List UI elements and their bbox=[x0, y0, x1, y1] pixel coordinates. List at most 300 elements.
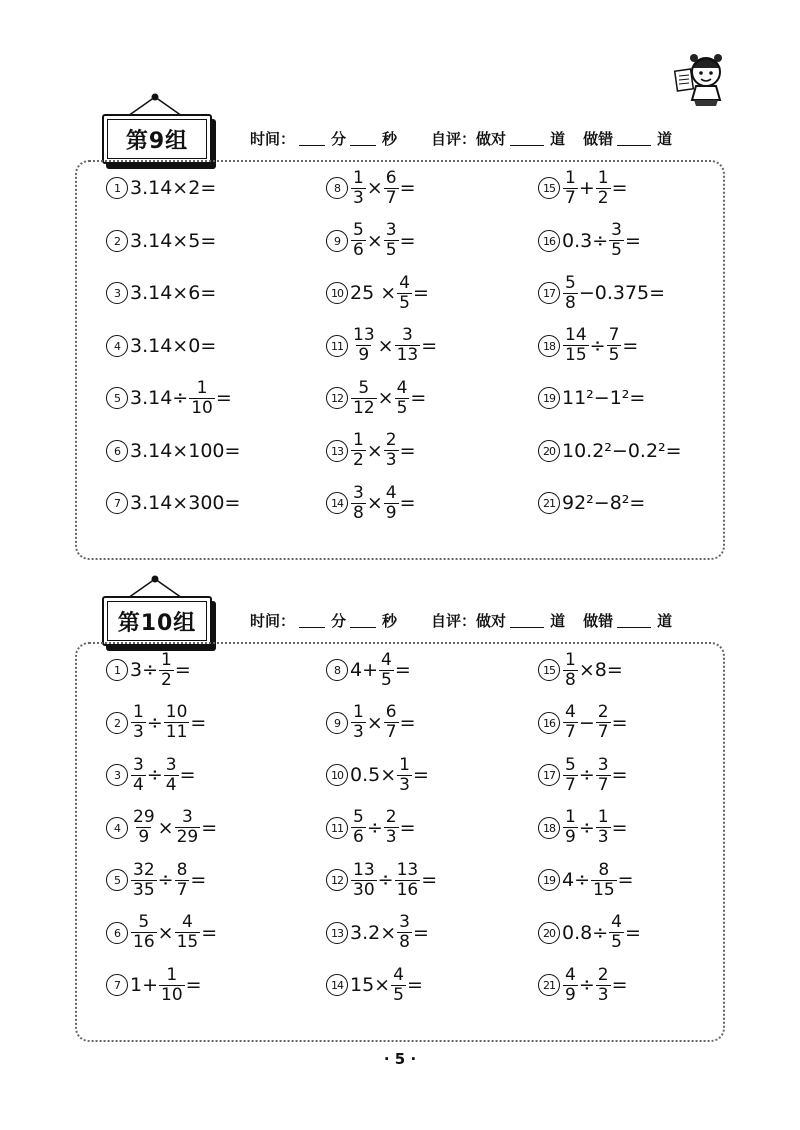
problem-item bbox=[106, 697, 206, 749]
fraction bbox=[351, 808, 366, 847]
problem-item bbox=[106, 802, 217, 854]
problem-expression bbox=[130, 177, 216, 199]
questions-label: 道 bbox=[657, 612, 673, 630]
problem-number: 19 bbox=[538, 387, 560, 409]
fraction bbox=[591, 861, 617, 900]
fraction bbox=[596, 808, 611, 847]
expression-text: ÷ bbox=[578, 816, 595, 839]
problem-expression bbox=[562, 221, 641, 260]
expression-text: − bbox=[578, 711, 595, 734]
wrong-label: 做错 bbox=[583, 130, 614, 148]
denominator: 4 bbox=[133, 774, 144, 795]
numerator: 3 bbox=[181, 807, 193, 827]
problem-item bbox=[326, 644, 411, 696]
problem-item bbox=[538, 425, 682, 477]
expression-text: × bbox=[366, 229, 383, 252]
problem-number: 16 bbox=[538, 712, 560, 734]
denominator: 5 bbox=[611, 932, 622, 952]
problem-number: 6 bbox=[106, 440, 128, 462]
seconds-label: 秒 bbox=[382, 130, 398, 148]
fraction bbox=[596, 966, 611, 1005]
numerator: 5 bbox=[565, 272, 576, 293]
denominator: 30 bbox=[353, 879, 375, 900]
numerator: 13 bbox=[396, 859, 419, 880]
problem-number: 3 bbox=[106, 764, 128, 786]
problem-number: 5 bbox=[106, 387, 128, 409]
numerator: 7 bbox=[608, 325, 620, 345]
numerator: 2 bbox=[597, 702, 609, 722]
problem-expression bbox=[130, 861, 206, 900]
denominator: 3 bbox=[353, 722, 364, 742]
wrong-count-blank bbox=[617, 613, 651, 628]
expression-text: = bbox=[399, 229, 416, 252]
numerator: 3 bbox=[165, 754, 177, 775]
expression-text: 0.5× bbox=[350, 764, 397, 786]
fraction bbox=[563, 169, 578, 208]
denominator: 10 bbox=[191, 397, 213, 418]
fraction bbox=[351, 703, 366, 742]
fraction bbox=[351, 169, 366, 208]
problem-number: 13 bbox=[326, 922, 348, 944]
problem-expression bbox=[130, 966, 202, 1005]
wrong-label: 做错 bbox=[583, 612, 614, 630]
problem-number: 4 bbox=[106, 335, 128, 357]
problem-item bbox=[326, 802, 416, 854]
numerator: 4 bbox=[565, 964, 576, 985]
problem-item bbox=[326, 162, 416, 214]
problem-item bbox=[106, 372, 232, 424]
denominator: 3 bbox=[353, 187, 364, 208]
expression-text: 15× bbox=[350, 974, 391, 996]
problem-number: 11 bbox=[326, 817, 348, 839]
denominator: 8 bbox=[399, 932, 410, 952]
problem-expression bbox=[350, 274, 429, 313]
numerator: 3 bbox=[597, 754, 609, 775]
denominator: 16 bbox=[133, 932, 155, 952]
expression-text: 3.14×6= bbox=[130, 282, 217, 304]
problem-number: 1 bbox=[106, 659, 128, 681]
numerator: 4 bbox=[611, 912, 622, 932]
fraction bbox=[164, 703, 190, 742]
problem-item bbox=[538, 372, 645, 424]
fraction bbox=[175, 913, 201, 952]
minutes-blank bbox=[299, 131, 325, 146]
denominator: 5 bbox=[396, 397, 408, 418]
denominator: 29 bbox=[176, 827, 199, 847]
fraction bbox=[351, 484, 366, 523]
problem-expression bbox=[130, 335, 216, 357]
numerator: 4 bbox=[399, 272, 410, 293]
problem-number: 20 bbox=[538, 922, 560, 944]
problem-number: 6 bbox=[106, 922, 128, 944]
problem-expression bbox=[562, 966, 628, 1005]
problem-item bbox=[106, 267, 216, 319]
fraction bbox=[563, 756, 578, 795]
problem-number: 9 bbox=[326, 712, 348, 734]
fraction bbox=[563, 808, 578, 847]
numerator: 5 bbox=[138, 912, 150, 932]
group-title: 第9组 bbox=[107, 119, 207, 159]
expression-text: = bbox=[215, 387, 232, 409]
questions-label: 道 bbox=[550, 130, 566, 148]
problem-expression bbox=[562, 169, 628, 208]
eval-correct-label: 自评：做对 bbox=[431, 130, 507, 148]
fraction bbox=[395, 379, 410, 418]
expression-text: ÷ bbox=[146, 764, 163, 786]
expression-text: = bbox=[174, 659, 191, 681]
problem-expression bbox=[350, 326, 437, 365]
denominator: 10 bbox=[161, 984, 183, 1005]
numerator: 3 bbox=[133, 754, 144, 775]
fraction bbox=[563, 966, 578, 1005]
expression-text: 92²−8²= bbox=[562, 492, 646, 514]
numerator: 2 bbox=[385, 430, 397, 450]
problem-number: 4 bbox=[106, 817, 128, 839]
problem-expression bbox=[130, 651, 191, 690]
denominator: 9 bbox=[565, 827, 576, 847]
denominator: 15 bbox=[565, 345, 587, 365]
numerator: 6 bbox=[385, 702, 397, 722]
denominator: 9 bbox=[358, 345, 370, 365]
problem-item bbox=[106, 749, 196, 801]
self-evaluation-row bbox=[250, 128, 672, 149]
hanger-nail-icon bbox=[120, 92, 190, 116]
expression-text: = bbox=[201, 816, 218, 839]
problem-expression bbox=[130, 440, 240, 462]
expression-text: 3.14×5= bbox=[130, 229, 217, 252]
denominator: 3 bbox=[597, 827, 609, 847]
expression-text: ÷ bbox=[578, 974, 595, 996]
fraction bbox=[164, 756, 179, 795]
problem-expression bbox=[350, 861, 437, 900]
problem-expression bbox=[130, 492, 240, 514]
numerator: 1 bbox=[597, 167, 609, 188]
expression-text: = bbox=[611, 974, 628, 996]
numerator: 32 bbox=[133, 859, 155, 880]
problem-expression bbox=[350, 651, 411, 690]
numerator: 1 bbox=[565, 649, 576, 670]
expression-text: = bbox=[624, 921, 641, 944]
numerator: 8 bbox=[598, 859, 610, 880]
problem-number: 7 bbox=[106, 974, 128, 996]
problem-item bbox=[538, 267, 665, 319]
problem-expression bbox=[130, 282, 216, 304]
problem-number: 10 bbox=[326, 764, 348, 786]
problem-expression bbox=[130, 808, 217, 847]
problem-expression bbox=[350, 966, 423, 1005]
denominator: 3 bbox=[399, 774, 410, 795]
denominator: 9 bbox=[385, 502, 397, 523]
expression-text: + bbox=[578, 177, 595, 199]
problem-expression bbox=[562, 274, 665, 313]
denominator: 8 bbox=[565, 669, 576, 690]
expression-text: × bbox=[377, 387, 394, 409]
numerator: 5 bbox=[565, 754, 576, 775]
fraction bbox=[563, 703, 578, 742]
fraction bbox=[131, 703, 146, 742]
problem-number: 21 bbox=[538, 974, 560, 996]
expression-text: = bbox=[611, 711, 628, 734]
fraction bbox=[159, 651, 174, 690]
expression-text: = bbox=[421, 869, 438, 891]
expression-text: × bbox=[157, 921, 174, 944]
expression-text: = bbox=[412, 282, 429, 304]
expression-text: = bbox=[624, 229, 641, 252]
expression-text: × bbox=[157, 816, 174, 839]
minutes-label: 分 bbox=[331, 612, 347, 630]
problem-item bbox=[106, 215, 216, 267]
fraction bbox=[351, 861, 377, 900]
fraction bbox=[131, 756, 146, 795]
denominator: 5 bbox=[381, 669, 392, 690]
fraction bbox=[609, 221, 624, 260]
fraction bbox=[351, 326, 377, 365]
expression-text: = bbox=[399, 439, 416, 462]
fraction bbox=[351, 379, 377, 418]
problem-number: 14 bbox=[326, 492, 348, 514]
fraction bbox=[384, 431, 399, 470]
problem-expression bbox=[562, 440, 682, 462]
fraction bbox=[397, 274, 412, 313]
problem-item bbox=[326, 267, 429, 319]
correct-count-blank bbox=[510, 131, 544, 146]
problem-item bbox=[326, 959, 423, 1011]
fraction bbox=[384, 221, 399, 260]
expression-text: = bbox=[185, 974, 202, 996]
expression-text: × bbox=[366, 492, 383, 514]
problem-expression bbox=[130, 756, 196, 795]
expression-text: 3.2× bbox=[350, 921, 397, 944]
problem-item bbox=[106, 854, 206, 906]
fraction bbox=[131, 808, 157, 847]
denominator: 16 bbox=[396, 879, 419, 900]
numerator: 13 bbox=[353, 325, 375, 345]
numerator: 1 bbox=[133, 702, 144, 722]
fraction bbox=[563, 651, 578, 690]
expression-text: = bbox=[179, 764, 196, 786]
denominator: 5 bbox=[399, 292, 410, 313]
problem-expression bbox=[562, 756, 628, 795]
seconds-label: 秒 bbox=[382, 612, 398, 630]
denominator: 9 bbox=[138, 827, 150, 847]
denominator: 2 bbox=[353, 450, 364, 470]
problem-item bbox=[106, 644, 191, 696]
expression-text: ×8= bbox=[578, 659, 623, 681]
problem-item bbox=[106, 959, 202, 1011]
fraction bbox=[397, 913, 412, 952]
denominator: 2 bbox=[597, 187, 609, 208]
problem-number: 8 bbox=[326, 659, 348, 681]
denominator: 12 bbox=[353, 397, 375, 418]
denominator: 2 bbox=[161, 669, 172, 690]
problem-number: 17 bbox=[538, 282, 560, 304]
denominator: 11 bbox=[165, 722, 188, 742]
problem-number: 5 bbox=[106, 869, 128, 891]
fraction bbox=[395, 861, 421, 900]
expression-text: 3.14×300= bbox=[130, 492, 241, 514]
denominator: 8 bbox=[565, 292, 576, 313]
page-number: · 5 · bbox=[383, 1050, 417, 1068]
problem-expression bbox=[350, 484, 416, 523]
expression-text: = bbox=[622, 334, 639, 357]
problem-number: 12 bbox=[326, 869, 348, 891]
questions-label: 道 bbox=[657, 130, 673, 148]
fraction bbox=[351, 221, 366, 260]
problem-number: 12 bbox=[326, 387, 348, 409]
problem-number: 9 bbox=[326, 230, 348, 252]
fraction bbox=[596, 169, 611, 208]
problem-expression bbox=[130, 703, 206, 742]
fraction bbox=[159, 966, 185, 1005]
expression-text: = bbox=[399, 816, 416, 839]
expression-text: = bbox=[394, 659, 411, 681]
denominator: 13 bbox=[396, 345, 419, 365]
denominator: 7 bbox=[597, 722, 609, 742]
problem-item bbox=[326, 907, 429, 959]
problem-number: 1 bbox=[106, 177, 128, 199]
fraction bbox=[384, 169, 399, 208]
denominator: 7 bbox=[597, 774, 609, 795]
problem-number: 2 bbox=[106, 712, 128, 734]
problem-item bbox=[326, 477, 416, 529]
problem-number: 10 bbox=[326, 282, 348, 304]
fraction bbox=[189, 379, 215, 418]
numerator: 1 bbox=[353, 167, 364, 188]
denominator: 15 bbox=[593, 879, 615, 900]
problem-item bbox=[106, 320, 216, 372]
fraction bbox=[391, 966, 406, 1005]
problem-item bbox=[326, 697, 416, 749]
expression-text: 0.3÷ bbox=[562, 229, 609, 252]
expression-text: ÷ bbox=[146, 711, 163, 734]
fraction bbox=[131, 861, 157, 900]
problem-item bbox=[326, 372, 426, 424]
seconds-blank bbox=[350, 613, 376, 628]
problem-number: 11 bbox=[326, 335, 348, 357]
numerator: 14 bbox=[565, 325, 587, 345]
problem-item bbox=[326, 425, 416, 477]
numerator: 1 bbox=[353, 430, 364, 450]
denominator: 3 bbox=[597, 984, 609, 1005]
problem-item bbox=[106, 907, 217, 959]
expression-text: 0.8÷ bbox=[562, 921, 609, 944]
expression-text: 1+ bbox=[130, 974, 159, 996]
expression-text: × bbox=[366, 439, 383, 462]
problem-number: 21 bbox=[538, 492, 560, 514]
fraction bbox=[395, 326, 421, 365]
denominator: 7 bbox=[565, 187, 576, 208]
denominator: 7 bbox=[385, 722, 397, 742]
problem-number: 13 bbox=[326, 440, 348, 462]
problem-expression bbox=[562, 492, 645, 514]
questions-label: 道 bbox=[550, 612, 566, 630]
denominator: 6 bbox=[353, 240, 364, 260]
denominator: 5 bbox=[393, 984, 404, 1005]
denominator: 35 bbox=[133, 879, 155, 900]
problem-item bbox=[106, 477, 240, 529]
problem-item bbox=[326, 749, 429, 801]
fraction bbox=[351, 431, 366, 470]
problem-item bbox=[538, 162, 628, 214]
fraction bbox=[384, 808, 399, 847]
denominator: 7 bbox=[385, 187, 397, 208]
numerator: 6 bbox=[385, 167, 397, 188]
problem-expression bbox=[562, 387, 645, 409]
numerator: 3 bbox=[611, 220, 622, 240]
numerator: 5 bbox=[353, 807, 364, 827]
fraction bbox=[563, 326, 589, 365]
problem-item bbox=[106, 425, 240, 477]
problem-number: 18 bbox=[538, 335, 560, 357]
problem-expression bbox=[350, 379, 426, 418]
denominator: 3 bbox=[385, 827, 397, 847]
denominator: 5 bbox=[385, 240, 397, 260]
numerator: 2 bbox=[597, 964, 609, 985]
expression-text: = bbox=[190, 869, 207, 891]
numerator: 3 bbox=[401, 325, 413, 345]
problem-expression bbox=[130, 379, 232, 418]
fraction bbox=[596, 756, 611, 795]
expression-text: ÷ bbox=[157, 869, 174, 891]
numerator: 1 bbox=[161, 649, 172, 670]
wrong-count-blank bbox=[617, 131, 651, 146]
expression-text: × bbox=[366, 711, 383, 734]
problem-expression bbox=[350, 221, 416, 260]
expression-text: ÷ bbox=[366, 816, 383, 839]
problem-expression bbox=[350, 431, 416, 470]
numerator: 13 bbox=[353, 859, 375, 880]
problem-item bbox=[326, 215, 416, 267]
fraction bbox=[131, 913, 157, 952]
expression-text: = bbox=[421, 334, 438, 357]
problem-expression bbox=[130, 230, 216, 252]
numerator: 5 bbox=[358, 377, 370, 398]
minutes-blank bbox=[299, 613, 325, 628]
problem-expression bbox=[350, 169, 416, 208]
fraction bbox=[397, 756, 412, 795]
group-title: 第10组 bbox=[107, 601, 207, 641]
expression-text: 3.14÷ bbox=[130, 387, 189, 409]
expression-text: 11²−1²= bbox=[562, 387, 646, 409]
numerator: 29 bbox=[133, 807, 155, 827]
expression-text: = bbox=[406, 974, 423, 996]
group-title-sign bbox=[102, 114, 212, 164]
numerator: 1 bbox=[166, 964, 178, 985]
expression-text: 3.14×2= bbox=[130, 177, 217, 199]
denominator: 9 bbox=[565, 984, 576, 1005]
expression-text: 3.14×100= bbox=[130, 439, 241, 462]
expression-text: = bbox=[201, 921, 218, 944]
problem-number: 8 bbox=[326, 177, 348, 199]
fraction bbox=[607, 326, 622, 365]
fraction bbox=[175, 861, 190, 900]
expression-text: = bbox=[611, 816, 628, 839]
numerator: 4 bbox=[396, 377, 408, 398]
denominator: 15 bbox=[176, 932, 199, 952]
fraction bbox=[596, 703, 611, 742]
expression-text: = bbox=[399, 177, 416, 199]
numerator: 1 bbox=[597, 807, 609, 827]
problem-expression bbox=[562, 703, 628, 742]
problem-item bbox=[106, 162, 216, 214]
numerator: 4 bbox=[385, 482, 397, 503]
denominator: 6 bbox=[353, 827, 364, 847]
expression-text: = bbox=[399, 492, 416, 514]
expression-text: 4+ bbox=[350, 659, 379, 681]
problem-number: 18 bbox=[538, 817, 560, 839]
problem-item bbox=[326, 854, 437, 906]
numerator: 1 bbox=[565, 807, 576, 827]
